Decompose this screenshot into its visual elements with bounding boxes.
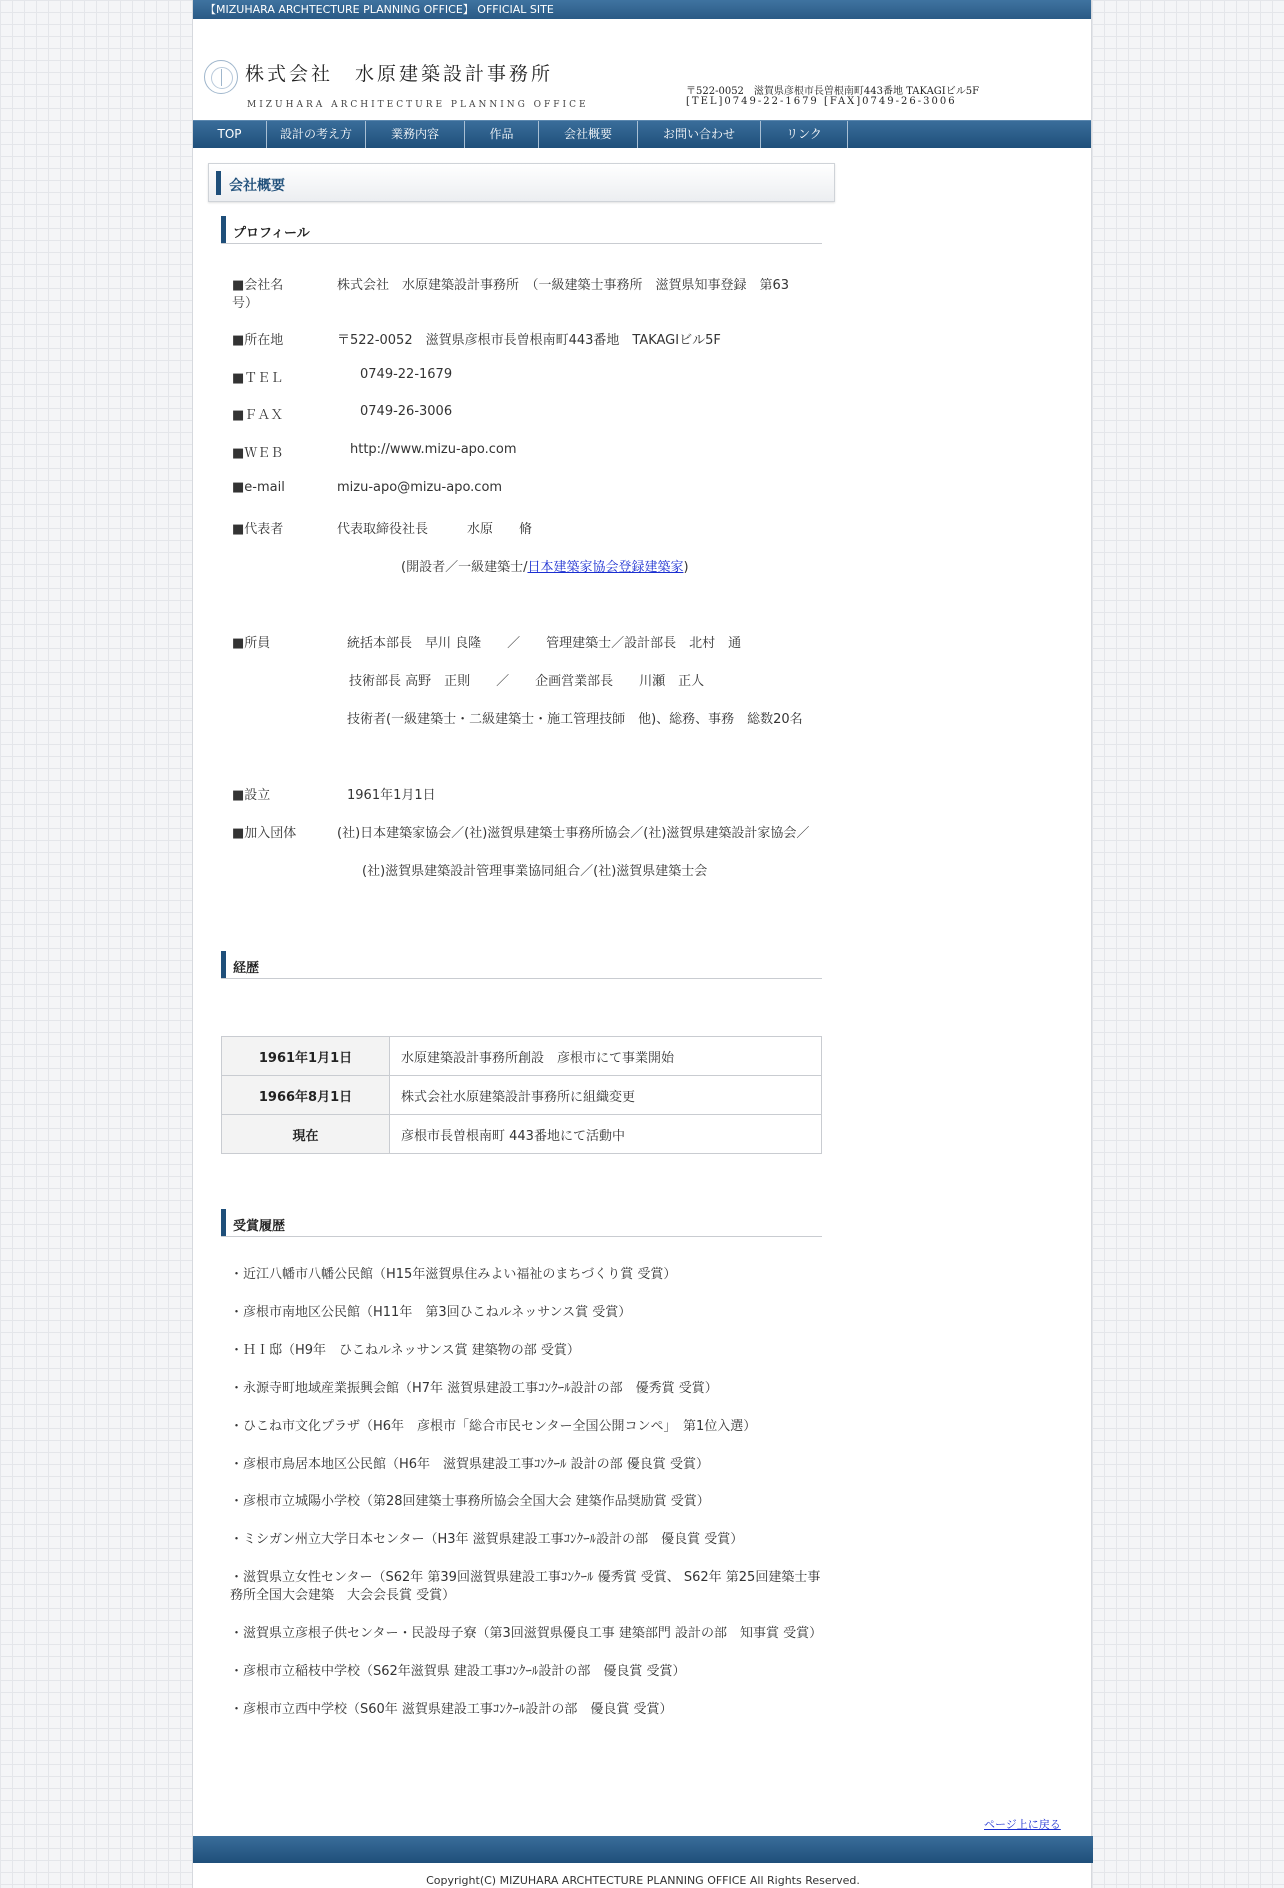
profile-value: 0749-26-3006 <box>360 404 453 419</box>
section-heading-text: 経歴 <box>233 961 260 976</box>
profile-value: (社)日本建築家協会／(社)滋賀県建築士事務所協会／(社)滋賀県建築設計家協会／ <box>337 826 810 841</box>
award-item: ・彦根市立城陽小学校（第28回建築士事務所協会全国大会 建築作品奨励賞 受賞） <box>230 1494 710 1509</box>
profile-label: ■e-mail <box>232 480 285 495</box>
profile-value: 0749-22-1679 <box>360 367 453 382</box>
section-heading-text: プロフィール <box>233 226 310 241</box>
history-description: 株式会社水原建築設計事務所に組織変更 <box>390 1076 822 1115</box>
page-title-box <box>208 163 835 202</box>
footer-bar <box>193 1836 1093 1863</box>
logo-company-name[interactable]: 株式会社 水原建築設計事務所 <box>245 63 554 85</box>
profile-row-representative-note <box>401 556 689 575</box>
profile-value: 株式会社 水原建築設計事務所 （一級建築士事務所 滋賀県知事登録 第63 <box>337 278 790 293</box>
rep-note-suffix: ) <box>683 560 689 575</box>
profile-value: 技術部長 高野 正則 ／ 企画営業部長 川瀬 正人 <box>349 674 705 689</box>
back-to-top-link[interactable]: ページ上に戻る <box>984 1818 1061 1831</box>
page <box>192 0 1092 1888</box>
nav-item-services[interactable]: 業務内容 <box>366 121 465 148</box>
topbar-text: 【MIZUHARA ARCHTECTURE PLANNING OFFICE】 OFFICIAL SITE <box>205 3 554 16</box>
history-description: 水原建築設計事務所創設 彦根市にて事業開始 <box>390 1037 822 1076</box>
table-row <box>222 1037 822 1076</box>
main-nav <box>193 120 1091 148</box>
award-item: ・彦根市立西中学校（S60年 滋賀県建設工事ｺﾝｸｰﾙ設計の部 優良賞 受賞） <box>230 1702 673 1717</box>
nav-item-works[interactable]: 作品 <box>465 121 539 148</box>
profile-value: (社)滋賀県建築設計管理事業協同組合／(社)滋賀県建築士会 <box>362 864 708 879</box>
section-heading-profile <box>221 216 822 244</box>
profile-value: 代表取締役社長 水原 脩 <box>337 522 533 537</box>
award-item: ・彦根市南地区公民館（H11年 第3回ひこねルネッサンス賞 受賞） <box>230 1305 632 1320</box>
award-item: ・永源寺町地域産業振興会館（H7年 滋賀県建設工事ｺﾝｸｰﾙ設計の部 優秀賞 受賞） <box>230 1381 718 1396</box>
profile-value: http://www.mizu-apo.com <box>350 442 517 457</box>
history-description: 彦根市長曽根南町 443番地にて活動中 <box>390 1115 822 1154</box>
profile-value: mizu-apo@mizu-apo.com <box>337 480 503 495</box>
history-date: 現在 <box>222 1115 390 1154</box>
logo-mark-icon[interactable] <box>204 60 238 94</box>
award-item: ・滋賀県立女性センター（S62年 第39回滋賀県建設工事ｺﾝｸｰﾙ 優秀賞 受賞、 S62年 第25回建築士事務所全国大会建築 大会会長賞 受賞） <box>230 1570 821 1603</box>
nav-item-top[interactable]: TOP <box>193 121 267 148</box>
nav-item-company[interactable]: 会社概要 <box>539 121 638 148</box>
nav-item-contact[interactable]: お問い合わせ <box>638 121 761 148</box>
profile-label: ■ＴＥＬ <box>232 371 284 386</box>
award-item: ・ミシガン州立大学日本センター（H3年 滋賀県建設工事ｺﾝｸｰﾙ設計の部 優良賞 受賞） <box>230 1532 744 1547</box>
profile-value: 統括本部長 早川 良隆 ／ 管理建築士／設計部長 北村 通 <box>347 636 742 651</box>
page-title: 会社概要 <box>229 178 285 194</box>
site-topbar <box>193 0 1091 19</box>
history-date: 1966年8月1日 <box>222 1076 390 1115</box>
profile-value: 技術者(一級建築士・二級建築士・施工管理技師 他)、総務、事務 総数20名 <box>347 712 803 727</box>
profile-label: ■代表者 <box>232 522 284 537</box>
award-item: ・近江八幡市八幡公民館（H15年滋賀県住みよい福祉のまちづくり賞 受賞） <box>230 1267 677 1282</box>
profile-value: 1961年1月1日 <box>347 788 436 803</box>
header-contact: [TEL]0749-22-1679 [FAX]0749-26-3006 <box>686 96 957 107</box>
award-item: ・彦根市立稲枝中学校（S62年滋賀県 建設工事ｺﾝｸｰﾙ設計の部 優良賞 受賞） <box>230 1664 686 1679</box>
award-item: ・彦根市鳥居本地区公民館（H6年 滋賀県建設工事ｺﾝｸｰﾙ 設計の部 優良賞 受賞） <box>230 1457 709 1472</box>
header-address: 〒522-0052 滋賀県彦根市長曽根南町443番地 TAKAGIビル5F <box>686 86 980 97</box>
nav-item-design-philosophy[interactable]: 設計の考え方 <box>267 121 366 148</box>
profile-label: ■ＷＥＢ <box>232 446 284 461</box>
profile-label: ■所在地 <box>232 333 284 348</box>
logo-english-name: MIZUHARA ARCHITECTURE PLANNING OFFICE <box>247 100 589 110</box>
history-date: 1961年1月1日 <box>222 1037 390 1076</box>
profile-value-continued: 号） <box>232 296 259 311</box>
section-heading-awards <box>221 1209 822 1237</box>
table-row <box>222 1076 822 1115</box>
award-item: ・滋賀県立彦根子供センター・民設母子寮（第3回滋賀県優良工事 建築部門 設計の部 知事賞 受賞） <box>230 1626 823 1641</box>
table-row <box>222 1115 822 1154</box>
profile-label: ■加入団体 <box>232 826 297 841</box>
jia-registered-architect-link[interactable]: 日本建築家協会登録建築家 <box>527 560 684 575</box>
history-table <box>221 1036 822 1154</box>
profile-label: ■ＦＡＸ <box>232 408 284 423</box>
site-header <box>193 19 1091 120</box>
nav-item-links[interactable]: リンク <box>761 121 848 148</box>
award-item: ・ＨＩ邸（H9年 ひこねルネッサンス賞 建築物の部 受賞） <box>230 1343 580 1358</box>
profile-label: ■設立 <box>232 788 271 803</box>
section-heading-history <box>221 951 822 979</box>
profile-label: ■会社名 <box>232 278 284 293</box>
rep-note-prefix: (開設者／一級建築士/ <box>401 560 528 575</box>
section-heading-text: 受賞履歴 <box>233 1219 286 1234</box>
award-item: ・ひこね市文化プラザ（H6年 彦根市「総合市民センター全国公開コンペ」 第1位入選） <box>230 1419 757 1434</box>
profile-value: 〒522-0052 滋賀県彦根市長曽根南町443番地 TAKAGIビル5F <box>337 333 721 348</box>
copyright-text: Copyright(C) MIZUHARA ARCHTECTURE PLANNING OFFICE All Rights Reserved. <box>426 1874 860 1887</box>
profile-label: ■所員 <box>232 636 271 651</box>
